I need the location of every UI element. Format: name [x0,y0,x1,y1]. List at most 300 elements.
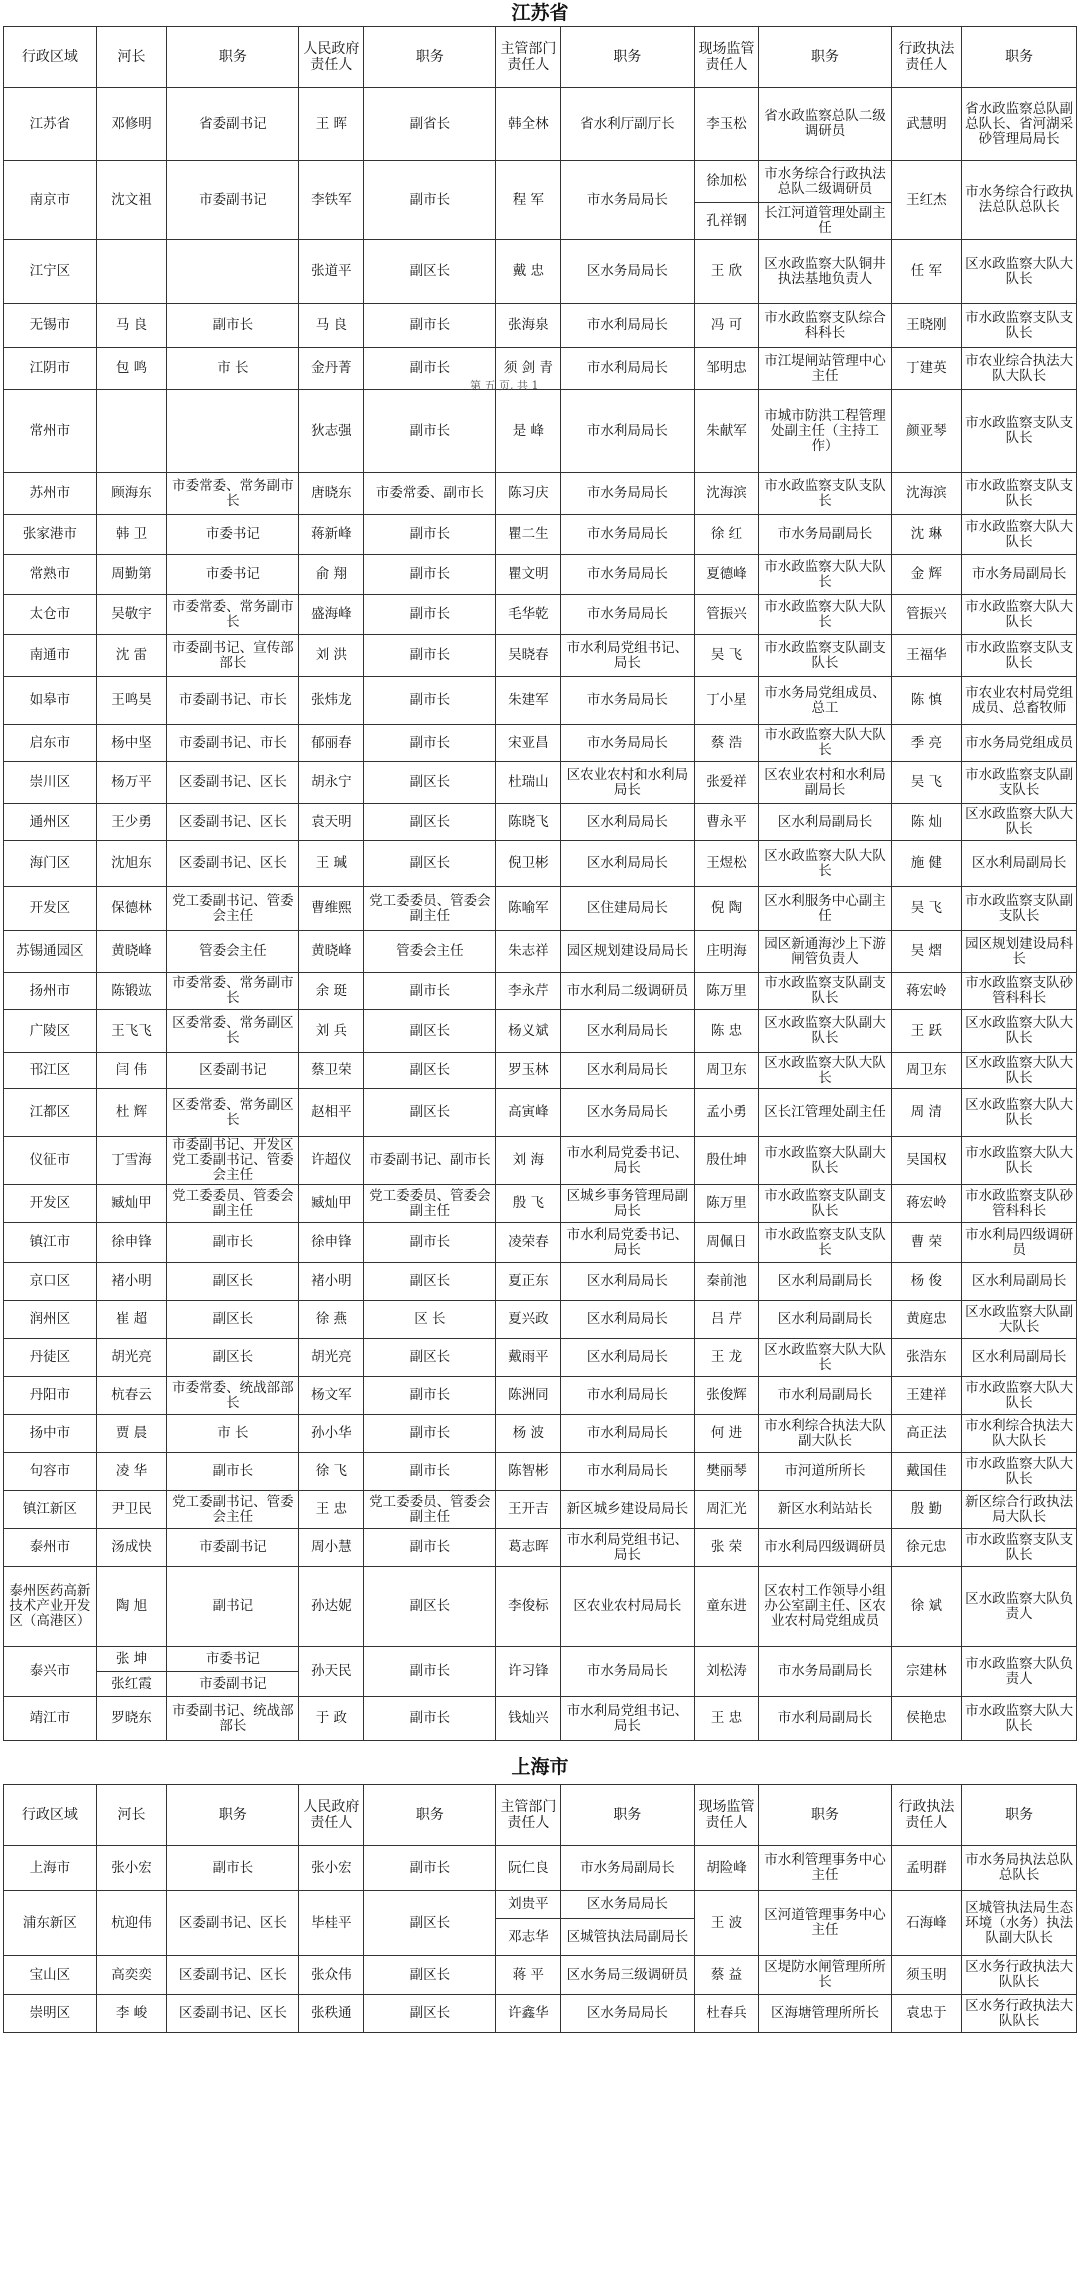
table-cell: 李俊标 [496,1567,561,1647]
table-cell: 张 荣 [694,1529,759,1567]
table-cell: 太仓市 [4,595,97,635]
table-cell: 施 健 [891,841,962,887]
table-cell: 市 长 [167,348,299,390]
table-cell: 区水政监察大队大队长 [759,1339,891,1377]
table-cell: 副区长 [364,841,496,887]
table-cell: 市委副书记 [167,1529,299,1567]
table-cell: 区水政监察大队副大队长 [962,1301,1077,1339]
table-cell: 市水务局党组成员 [962,725,1077,762]
table-cell: 吴敬宇 [96,595,167,635]
column-header: 行政执法责任人 [891,27,962,88]
table-cell: 丹徒区 [4,1339,97,1377]
table-cell: 市水务局局长 [561,677,694,725]
table-cell: 市委常委、副市长 [364,473,496,515]
table-cell: 袁天明 [299,804,364,841]
table-cell: 陈锻竑 [96,973,167,1010]
table-cell: 市水务局局长 [561,555,694,595]
table-cell: 黄晓峰 [299,931,364,973]
table-cell: 市城市防洪工程管理处副主任（主持工作） [759,390,891,473]
table-cell: 丁建英 [891,348,962,390]
table-cell: 副区长 [364,1089,496,1137]
table-cell: 副区长 [167,1263,299,1301]
table-cell: 江宁区 [4,240,97,304]
table-cell: 丁小星 [694,677,759,725]
table-cell: 区长江管理处副主任 [759,1089,891,1137]
table-cell: 副市长 [167,1846,299,1891]
table-cell: 市水利局党组书记、局长 [561,635,694,677]
table-cell: 镇江新区 [4,1491,97,1529]
table-cell: 黄晓峰 [96,931,167,973]
table-cell: 副区长 [364,1891,496,1956]
table-cell: 浦东新区 [4,1891,97,1956]
table-cell: 市水利局局长 [561,304,694,348]
table-cell: 管振兴 [891,595,962,635]
table-cell: 开发区 [4,887,97,931]
table-cell: 汤成快 [96,1529,167,1567]
table-cell: 启东市 [4,725,97,762]
table-cell: 市河道所所长 [759,1453,891,1491]
table-row [4,1647,1077,1672]
header-row [4,27,1077,88]
table-cell: 市水政监察大队大队长 [759,555,891,595]
table-cell: 区委副书记、区长 [167,1995,299,2033]
column-header: 职务 [167,1785,299,1846]
column-header: 职务 [759,27,891,88]
table-cell: 市水政监察大队大队长 [759,725,891,762]
table-cell: 区水务局局长 [561,240,694,304]
table-cell: 区农村工作领导小组办公室副主任、区农业农村局党组成员 [759,1567,891,1647]
table-cell: 杨中坚 [96,725,167,762]
table-cell: 尹卫民 [96,1491,167,1529]
table-cell: 臧灿甲 [299,1185,364,1223]
table-cell: 王 欣 [694,240,759,304]
table-cell: 市水政监察支队副支队长 [962,887,1077,931]
table-cell: 园区规划建设局科长 [962,931,1077,973]
table-cell: 区水务局局长 [561,1995,694,2033]
table-cell: 市水利局局长 [561,1415,694,1453]
table-cell: 管振兴 [694,595,759,635]
table-cell: 区委副书记 [167,1053,299,1089]
table-cell: 区水务局局长 [561,1891,694,1919]
table-cell: 戴国佳 [891,1453,962,1491]
table-cell: 区水政监察大队大队长 [962,1089,1077,1137]
table-row [4,1697,1077,1741]
table-cell: 吕 芹 [694,1301,759,1339]
table-cell: 蔡 益 [694,1956,759,1995]
table-cell: 许超仪 [299,1137,364,1185]
table-row [4,1053,1077,1089]
table-cell: 区水政监察大队大队长 [962,1010,1077,1053]
table-cell: 葛志晖 [496,1529,561,1567]
table-cell: 区水务局局长 [561,1089,694,1137]
table-cell: 市水务局局长 [561,515,694,555]
table-cell: 区委常委、常务副区长 [167,1010,299,1053]
table-cell: 周勤第 [96,555,167,595]
table-cell: 京口区 [4,1263,97,1301]
table-cell: 南通市 [4,635,97,677]
table-row [4,1846,1077,1891]
table-cell: 句容市 [4,1453,97,1491]
table-cell: 市水务局党组成员、总工 [759,677,891,725]
table-cell: 曹维熙 [299,887,364,931]
table-cell: 江苏省 [4,88,97,161]
table-cell: 开发区 [4,1185,97,1223]
table-cell: 副区长 [364,1053,496,1089]
table-cell: 王 瑊 [299,841,364,887]
table-cell: 张道平 [299,240,364,304]
table-row [4,1377,1077,1415]
table-cell: 通州区 [4,804,97,841]
table-cell: 市水利管理事务中心主任 [759,1846,891,1891]
table-cell: 市水政监察支队副支队长 [759,635,891,677]
table-row [4,762,1077,804]
table-cell: 夏德峰 [694,555,759,595]
table-cell: 刘贵平 [496,1891,561,1919]
table-cell: 沈 雷 [96,635,167,677]
table-cell: 上海市 [4,1846,97,1891]
table-cell: 丹阳市 [4,1377,97,1415]
table-cell: 赵相平 [299,1089,364,1137]
table-cell: 许习锋 [496,1647,561,1697]
table-cell: 市水务局局长 [561,473,694,515]
table-row [4,1185,1077,1223]
table-cell: 常熟市 [4,555,97,595]
table-cell: 袁忠于 [891,1995,962,2033]
table-cell: 杨义斌 [496,1010,561,1053]
table-cell: 陈习庆 [496,473,561,515]
table-cell: 殷 飞 [496,1185,561,1223]
table-cell: 管委会主任 [364,931,496,973]
table-cell: 徐申锋 [96,1223,167,1263]
table-cell: 瞿文明 [496,555,561,595]
table-cell: 毕桂平 [299,1891,364,1956]
table-cell: 市委书记 [167,555,299,595]
table-cell: 周卫东 [891,1053,962,1089]
table-cell: 张海泉 [496,304,561,348]
table-cell: 市水政监察大队大队长 [962,595,1077,635]
table-cell: 陈晓飞 [496,804,561,841]
table-cell: 张爱祥 [694,762,759,804]
table-cell: 吴 飞 [891,887,962,931]
responsibility-table [3,26,1077,1741]
table-cell: 何 进 [694,1415,759,1453]
column-header: 行政区域 [4,1785,97,1846]
table-cell: 侯艳忠 [891,1697,962,1741]
table-cell: 张小宏 [96,1846,167,1891]
table-cell: 褚小明 [299,1263,364,1301]
table-row [4,1223,1077,1263]
table-cell: 市水利局党委书记、局长 [561,1137,694,1185]
table-cell: 市水务局局长 [561,595,694,635]
table-cell: 宝山区 [4,1956,97,1995]
header-row [4,1785,1077,1846]
table-cell: 邓修明 [96,88,167,161]
table-cell: 园区规划建设局局长 [561,931,694,973]
table-cell: 颜亚琴 [891,390,962,473]
table-cell: 市水利局局长 [561,1453,694,1491]
table-cell: 市水务局局长 [561,1647,694,1697]
table-cell: 杜瑞山 [496,762,561,804]
table-cell: 副区长 [364,1339,496,1377]
section-1 [0,1750,1080,2033]
table-cell: 市江堤闸站管理中心主任 [759,348,891,390]
table-cell: 王红杰 [891,161,962,240]
table-cell: 副市长 [167,1223,299,1263]
table-cell: 王飞飞 [96,1010,167,1053]
table-cell: 市水政监察大队大队长 [962,1453,1077,1491]
table-cell: 市水政监察大队负责人 [962,1647,1077,1697]
table-cell: 须 剑 青 [496,348,561,390]
table-cell: 刘 兵 [299,1010,364,1053]
table-cell: 市水利局副局长 [759,1697,891,1741]
table-cell: 胡险峰 [694,1846,759,1891]
table-cell: 党工委委员、管委会副主任 [364,1185,496,1223]
table-cell: 市水政监察支队支队长 [759,473,891,515]
table-row [4,1010,1077,1053]
table-cell: 省水利厅副厅长 [561,88,694,161]
table-row [4,595,1077,635]
table-row [4,240,1077,304]
table-cell: 江阴市 [4,348,97,390]
table-cell: 崇明区 [4,1995,97,2033]
table-cell: 市委常委、统战部部长 [167,1377,299,1415]
table-cell: 党工委副书记、管委会主任 [167,1491,299,1529]
table-cell: 副区长 [364,1995,496,2033]
table-row [4,1956,1077,1995]
table-cell: 区农业农村局局长 [561,1567,694,1647]
table-cell: 市水务综合行政执法总队二级调研员 [759,161,891,203]
table-cell: 市委副书记、统战部部长 [167,1697,299,1741]
table-cell: 市水政监察支队支队长 [962,304,1077,348]
table-cell: 市水务局副局长 [561,1846,694,1891]
table-cell: 王 晖 [299,88,364,161]
table-cell: 陈 慎 [891,677,962,725]
table-cell: 区委常委、常务副区长 [167,1089,299,1137]
table-cell: 市水政监察支队砂管科科长 [962,1185,1077,1223]
table-cell: 市水政监察支队支队长 [962,1529,1077,1567]
table-cell: 孙天民 [299,1647,364,1697]
table-row [4,304,1077,348]
table-cell: 市水政监察支队砂管科科长 [962,973,1077,1010]
table-cell: 张秩通 [299,1995,364,2033]
table-cell: 孔祥钢 [694,203,759,240]
table-cell: 副书记 [167,1567,299,1647]
table-cell: 市委副书记、市长 [167,677,299,725]
table-cell: 吴 熠 [891,931,962,973]
table-cell: 钱灿兴 [496,1697,561,1741]
table-cell: 俞 翔 [299,555,364,595]
table-cell: 区水利局副局长 [759,804,891,841]
table-cell: 杜 辉 [96,1089,167,1137]
table-cell: 沈文祖 [96,161,167,240]
table-cell: 副市长 [167,1453,299,1491]
table-cell: 罗玉林 [496,1053,561,1089]
table-cell: 副市长 [364,635,496,677]
table-cell: 副区长 [167,1339,299,1377]
table-cell: 区水务行政执法大队队长 [962,1956,1077,1995]
table-cell: 市水利局党组书记、局长 [561,1697,694,1741]
table-cell: 王 波 [694,1891,759,1956]
table-cell: 区水利局局长 [561,1010,694,1053]
table-cell: 区水利局副局长 [962,1339,1077,1377]
table-cell: 区海塘管理所所长 [759,1995,891,2033]
table-cell: 蒋新峰 [299,515,364,555]
table-cell: 秦前池 [694,1263,759,1301]
table-cell: 凌荣春 [496,1223,561,1263]
table-cell: 市水政监察大队大队长 [962,1137,1077,1185]
table-cell: 市水利局局长 [561,1377,694,1415]
table-cell: 毛华乾 [496,595,561,635]
table-cell: 市水利局副局长 [759,1377,891,1415]
table-cell: 区农业农村和水利局局长 [561,762,694,804]
table-cell: 副市长 [364,677,496,725]
column-header: 河长 [96,27,167,88]
table-cell: 孙小华 [299,1415,364,1453]
table-cell: 市委副书记 [167,1672,299,1697]
page-marker: 第 五 页, 共 1 [470,379,539,392]
table-cell: 张家港市 [4,515,97,555]
table-cell: 蒋宏岭 [891,973,962,1010]
table-cell: 党工委委员、管委会副主任 [167,1185,299,1223]
table-row [4,161,1077,203]
table-cell: 苏锡通园区 [4,931,97,973]
table-cell: 副市长 [364,1647,496,1697]
table-cell: 季 亮 [891,725,962,762]
section-title: 江苏省 [511,2,569,24]
table-cell: 副市长 [364,1453,496,1491]
table-cell: 区水利局局长 [561,841,694,887]
table-cell: 王建祥 [891,1377,962,1415]
table-cell: 童东进 [694,1567,759,1647]
table-row [4,1339,1077,1377]
table-cell: 朱献军 [694,390,759,473]
table-cell: 刘松涛 [694,1647,759,1697]
table-cell: 徐 燕 [299,1301,364,1339]
table-cell [167,390,299,473]
table-row [4,1529,1077,1567]
table-cell: 胡永宁 [299,762,364,804]
table-cell: 区水政监察大队副大队长 [759,1010,891,1053]
table-cell: 吴晓春 [496,635,561,677]
column-header: 职务 [364,27,496,88]
table-cell: 市水政监察支队综合科科长 [759,304,891,348]
table-cell: 副市长 [364,304,496,348]
column-header: 职务 [561,1785,694,1846]
table-cell: 徐元忠 [891,1529,962,1567]
table-cell: 沈海滨 [891,473,962,515]
table-cell: 市委常委、常务副市长 [167,473,299,515]
table-cell: 广陵区 [4,1010,97,1053]
table-cell: 市水务局副局长 [759,515,891,555]
table-cell: 邗江区 [4,1053,97,1089]
table-cell: 王 忠 [299,1491,364,1529]
table-cell: 陈喻军 [496,887,561,931]
table-cell: 区水政监察大队大队长 [759,841,891,887]
table-cell: 石海峰 [891,1891,962,1956]
table-cell: 市水务局执法总队总队长 [962,1846,1077,1891]
table-cell: 管委会主任 [167,931,299,973]
table-cell: 余 珽 [299,973,364,1010]
table-cell: 南京市 [4,161,97,240]
column-header: 主管部门责任人 [496,1785,561,1846]
table-cell: 陈万里 [694,973,759,1010]
table-cell: 顾海东 [96,473,167,515]
table-cell: 扬中市 [4,1415,97,1453]
table-cell: 区水政监察大队铜井执法基地负责人 [759,240,891,304]
table-cell: 王开吉 [496,1491,561,1529]
table-cell: 吴国权 [891,1137,962,1185]
table-cell: 罗晓东 [96,1697,167,1741]
table-cell: 副省长 [364,88,496,161]
table-cell: 包 鸣 [96,348,167,390]
table-cell: 副区长 [364,804,496,841]
table-cell: 副市长 [364,1697,496,1741]
table-cell: 陈万里 [694,1185,759,1223]
table-cell: 市水务局局长 [561,161,694,240]
table-cell: 武慧明 [891,88,962,161]
table-cell: 臧灿甲 [96,1185,167,1223]
table-row [4,473,1077,515]
table-cell: 夏兴政 [496,1301,561,1339]
table-cell: 市农业农村局党组成员、总畜牧师 [962,677,1077,725]
table-cell: 区水政监察大队大队长 [962,240,1077,304]
table-cell: 市水政监察支队支队长 [962,390,1077,473]
table-cell: 副市长 [364,1223,496,1263]
table-cell: 市水务局副局长 [759,1647,891,1697]
table-cell: 副区长 [364,762,496,804]
table-row [4,1567,1077,1647]
table-cell: 陈洲同 [496,1377,561,1415]
table-cell: 沈 琳 [891,515,962,555]
table-cell: 副市长 [364,1846,496,1891]
table-cell: 徐加松 [694,161,759,203]
table-cell: 市委书记 [167,1647,299,1672]
table-cell: 市水政监察大队大队长 [962,515,1077,555]
table-cell: 倪 陶 [694,887,759,931]
table-cell: 区城管执法局副局长 [561,1919,694,1956]
table-cell: 海门区 [4,841,97,887]
table-cell: 区委副书记、区长 [167,1891,299,1956]
table-cell: 泰州市 [4,1529,97,1567]
table-cell: 副市长 [167,304,299,348]
table-cell: 沈海滨 [694,473,759,515]
table-cell: 樊丽琴 [694,1453,759,1491]
table-row [4,88,1077,161]
table-cell: 市水政监察支队支队长 [759,1223,891,1263]
table-cell: 胡光亮 [96,1339,167,1377]
table-row [4,1137,1077,1185]
table-cell: 区水利局局长 [561,1339,694,1377]
table-cell: 泰州医药高新技术产业开发区（高港区） [4,1567,97,1647]
table-cell: 副市长 [364,348,496,390]
table-cell: 润州区 [4,1301,97,1339]
table-cell: 镇江市 [4,1223,97,1263]
table-cell: 市水政监察大队副大队长 [759,1137,891,1185]
table-cell: 副市长 [364,1529,496,1567]
table-cell: 市水政监察支队副支队长 [962,762,1077,804]
table-cell: 副区长 [364,1567,496,1647]
column-header: 河长 [96,1785,167,1846]
table-cell: 市水利局局长 [561,348,694,390]
table-cell: 党工委委员、管委会副主任 [364,887,496,931]
table-cell: 副市长 [364,1415,496,1453]
table-cell: 李铁军 [299,161,364,240]
table-cell: 蔡 浩 [694,725,759,762]
table-cell: 张 坤 [96,1647,167,1672]
table-cell: 市农业综合执法大队大队长 [962,348,1077,390]
table-cell: 张众伟 [299,1956,364,1995]
table-cell: 褚小明 [96,1263,167,1301]
